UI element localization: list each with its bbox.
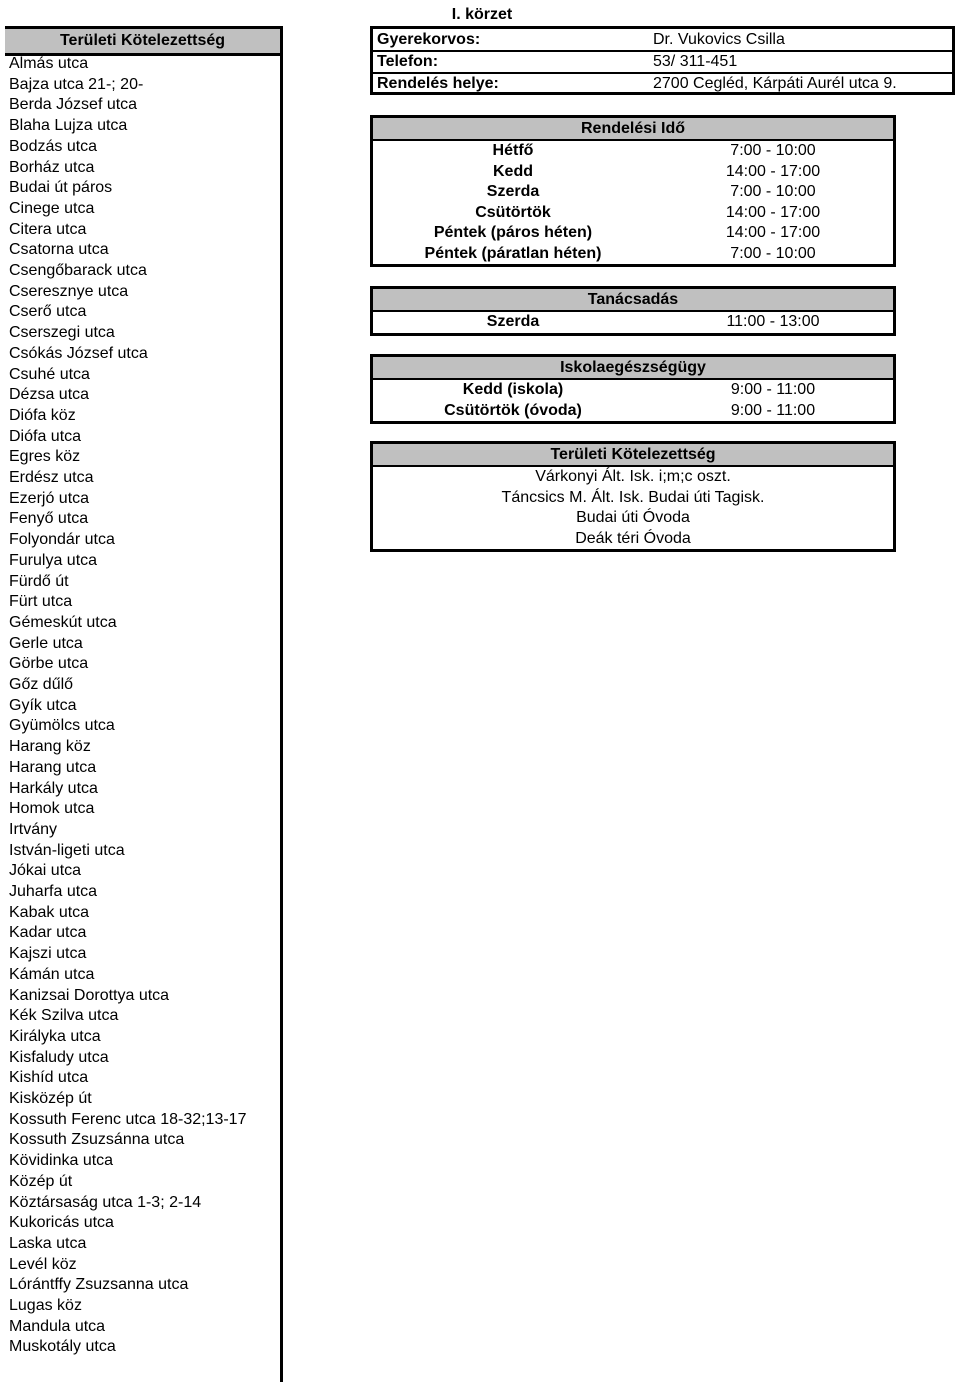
school-health-title: Iskolaegészségügy (373, 357, 893, 380)
street-item: Kisközép út (9, 1090, 92, 1107)
place-row (373, 73, 952, 94)
schedule-day: Csütörtök (475, 203, 551, 221)
street-item: Irtvány (9, 820, 58, 838)
street-item: Lugas köz (9, 1297, 82, 1314)
street-item: Laska utca (9, 1234, 87, 1252)
institution-item: Deák téri Óvoda (575, 529, 691, 547)
place-label: Rendelés helye: (377, 75, 499, 92)
street-item: Kisfaludy utca (9, 1048, 109, 1066)
street-item: Ezerjó utca (9, 489, 90, 507)
street-item: Köztársaság utca 1-3; 2-14 (9, 1193, 202, 1211)
street-item: Harang utca (9, 758, 97, 776)
street-item: Bajza utca 21-; 20- (9, 75, 144, 93)
counseling-title: Tanácsadás (373, 289, 893, 312)
street-item: Gyík utca (9, 696, 77, 714)
street-item: Kanizsai Dorottya utca (9, 986, 170, 1004)
street-item: Kossuth Zsuzsánna utca (9, 1131, 185, 1149)
street-item: Fürt utca (9, 593, 73, 611)
street-item: Muskotály utca (9, 1338, 116, 1356)
street-item: Diófa köz (9, 406, 76, 424)
counseling-rows (373, 312, 893, 333)
schedule-day: Péntek (páratlan héten) (424, 244, 602, 262)
street-item: Almás utca (9, 55, 89, 72)
schedule-row (373, 312, 893, 333)
street-item: Kajszi utca (9, 945, 87, 963)
street-item: Erdész utca (9, 469, 94, 486)
street-item: Csengőbarack utca (9, 262, 147, 279)
schedule-time: 7:00 - 10:00 (730, 183, 816, 200)
street-item: Levél köz (9, 1255, 77, 1273)
street-item: Kishíd utca (9, 1069, 89, 1087)
street-item: Furulya utca (9, 551, 98, 569)
street-item: Fürdő út (9, 572, 69, 590)
schedule-day: Hétfő (492, 142, 534, 159)
street-item: Kék Szilva utca (9, 1007, 119, 1025)
street-item: Csókás József utca (9, 344, 148, 362)
street-item: Gémeskút utca (9, 613, 117, 631)
phone-row (373, 51, 952, 74)
street-item: Harkály utca (9, 779, 98, 797)
schedule-time: 14:00 - 17:00 (725, 203, 821, 221)
schedule-time: 14:00 - 17:00 (725, 224, 821, 241)
schedule-row (373, 244, 893, 265)
street-item: Közép út (9, 1172, 73, 1190)
schedule-time: 7:00 - 10:00 (730, 244, 816, 262)
schedule-time: 7:00 - 10:00 (730, 142, 816, 159)
doctor-label: Gyerekorvos: (377, 31, 481, 48)
street-item: Fenyő utca (9, 510, 89, 528)
street-item: Kossuth Ferenc utca 18-32;13-17 (9, 1110, 247, 1128)
doctor-info-box (370, 26, 955, 95)
street-item: Kámán utca (9, 965, 95, 983)
counseling-box (370, 286, 896, 336)
street-item: Homok utca (9, 800, 95, 818)
schedule-day: Kedd (493, 162, 533, 180)
street-item: István-ligeti utca (9, 841, 125, 859)
phone-value: 53/ 311-451 (653, 53, 738, 70)
schedule-row (373, 401, 893, 422)
street-item: Budai út páros (9, 179, 113, 197)
school-health-box (370, 354, 896, 424)
street-item: Dézsa utca (9, 386, 90, 404)
street-list-title: Területi Kötelezettség (5, 26, 280, 56)
street-item: Folyondár utca (9, 531, 115, 549)
school-health-rows (373, 380, 893, 421)
institution-item: Budai úti Óvoda (576, 509, 690, 526)
schedule-row (373, 380, 893, 401)
schedule-time: 14:00 - 17:00 (725, 162, 821, 180)
street-item: Juharfa utca (9, 883, 98, 900)
street-list-column (5, 26, 283, 1382)
street-item: Cserszegi utca (9, 324, 115, 342)
schedule-time: 9:00 - 11:00 (730, 381, 816, 398)
street-item: Csuhé utca (9, 365, 90, 383)
schedule-day: Kedd (iskola) (462, 381, 564, 398)
street-item: Kövidinka utca (9, 1152, 114, 1170)
street-item: Harang köz (9, 738, 91, 756)
street-item: Kukoricás utca (9, 1214, 114, 1232)
street-item: Berda József utca (9, 96, 138, 114)
doctor-name: Dr. Vukovics Csilla (653, 31, 785, 48)
schedule-time: 9:00 - 11:00 (730, 401, 816, 419)
street-item: Diófa utca (9, 427, 82, 445)
street-item: Cinege utca (9, 199, 95, 217)
street-item: Gőz dűlő (9, 676, 74, 693)
street-item: Görbe utca (9, 655, 89, 673)
phone-label: Telefon: (377, 53, 439, 70)
office-hours-rows (373, 141, 893, 264)
street-item: Cserő utca (9, 303, 87, 321)
schedule-day: Csütörtök (óvoda) (444, 401, 582, 419)
schedule-row (373, 141, 893, 162)
street-item: Csatorna utca (9, 241, 109, 259)
place-value: 2700 Cegléd, Kárpáti Aurél utca 9. (653, 75, 897, 92)
street-item: Mandula utca (9, 1317, 106, 1335)
schedule-row (373, 162, 893, 183)
street-item: Jókai utca (9, 862, 82, 880)
schedule-day: Szerda (486, 313, 540, 330)
territorial-box (370, 441, 896, 552)
street-item: Cseresznye utca (9, 282, 129, 300)
schedule-day: Péntek (páros héten) (433, 224, 593, 241)
street-item: Gerle utca (9, 634, 83, 652)
schedule-row (373, 203, 893, 224)
office-hours-box (370, 115, 896, 267)
street-item: Citera utca (9, 220, 87, 238)
street-item: Bodzás utca (9, 137, 98, 155)
doctor-row (373, 29, 952, 52)
schedule-row (373, 182, 893, 203)
street-item: Blaha Lujza utca (9, 117, 128, 135)
street-item: Kabak utca (9, 903, 90, 921)
office-hours-title: Rendelési Idő (373, 118, 893, 141)
street-item: Lórántffy Zsuzsanna utca (9, 1276, 189, 1294)
territorial-title: Területi Kötelezettség (373, 444, 893, 467)
street-item: Kadar utca (9, 924, 87, 942)
street-item: Borház utca (9, 158, 95, 176)
street-item: Egres köz (9, 448, 81, 466)
district-title: I. körzet (451, 6, 513, 23)
institution-item: Táncsics M. Ált. Isk. Budai úti Tagisk. (501, 488, 765, 506)
schedule-row (373, 223, 893, 244)
schedule-day: Szerda (486, 183, 540, 200)
street-item: Királyka utca (9, 1027, 101, 1045)
street-item: Gyümölcs utca (9, 717, 115, 735)
schedule-time: 11:00 - 13:00 (726, 313, 820, 330)
territorial-rows (373, 467, 893, 549)
institution-item: Várkonyi Ált. Isk. i;m;c oszt. (535, 468, 731, 485)
